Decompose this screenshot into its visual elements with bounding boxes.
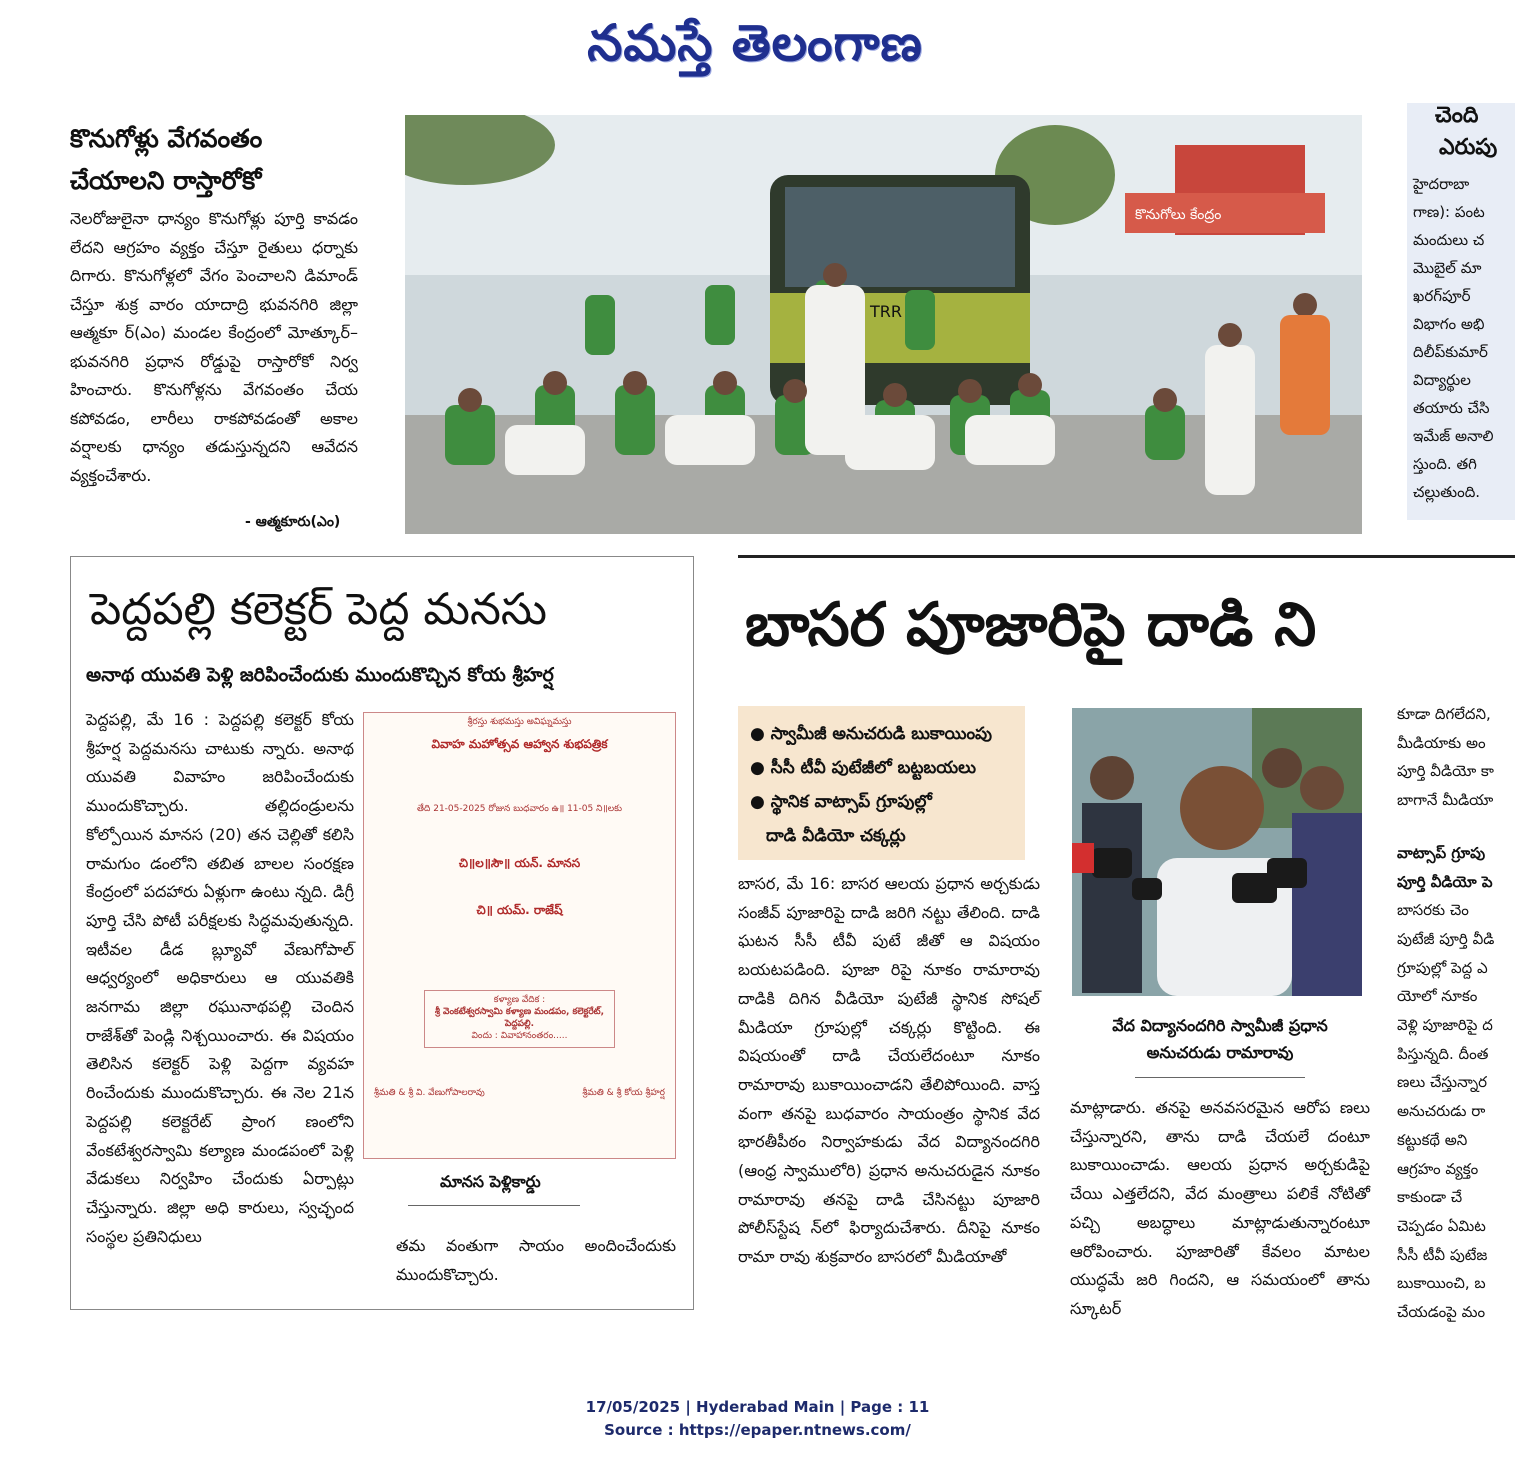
col3-line: కాకుండా చే (1397, 1188, 1463, 1207)
col3-line: ణలు చేస్తున్నార (1397, 1073, 1488, 1092)
col3-line: వెళ్లి పూజారిపై ద (1397, 1016, 1493, 1035)
card-date-line: తేది 21-05-2025 రోజున బుధవారం ఉ॥ 11-05 ని॥లకు (417, 804, 622, 814)
story1-credit: - ఆత్మకూరు(ఎం) (245, 514, 341, 530)
bullet-dot-icon: ● (750, 724, 771, 744)
story1-headline-line1: కొనుగోళ్లు వేగవంతం (70, 124, 263, 153)
col3-line: కట్టుకథే అని (1397, 1130, 1468, 1149)
card-lunch: విందు : వివాహానంతరం..... (471, 1031, 568, 1041)
col3-gap (1397, 815, 1515, 839)
side-story-line: ఇమేజ్ అనాలి (1413, 427, 1494, 445)
side-story-line: విభాగం అభి (1413, 315, 1485, 333)
col3-subhead: పూర్తి వీడియో పె (1397, 872, 1493, 891)
card-venue-label: కళ్యాణ వేదిక : (493, 995, 546, 1005)
side-story-line: మందులు చ (1413, 231, 1485, 249)
section-rule (738, 555, 1515, 558)
side-story-line: స్తుంది. తగి (1413, 455, 1477, 473)
card-bride: చి॥ల॥సౌ॥ యన్. మానస (458, 856, 581, 870)
protest-photo (405, 115, 1362, 534)
side-story-line: ఖరగ్‌పూర్ (1413, 287, 1471, 305)
story2-column2-tail: తమ వంతుగా సాయం అందించేందుకు ముందుకొచ్చారు. (396, 1236, 676, 1284)
story1-body: నెలరోజులైనా ధాన్యం కొనుగోళ్లు పూర్తి కావడం లేదని ఆగ్రహం వ్యక్తం చేస్తూ రైతులు ధర్నాకు దిగారు. కొనుగోళ్లలో వేగం పెంచాలని డిమాండ్ చేస్తూ శుక్ర వారం యాదాద్రి భువనగిరి జిల్లా ఆత్మకూ ర్(ఎం) మండల కేంద్రంలో మోత్కూర్– భువనగిరి ప్రధాన రోడ్డుపై రాస్తారోకో నిర్వ హించారు. కొనుగోళ్లను వేగవంతం చేయ కపోవడం, లారీలు రాకపోవడంతో అకాల వర్షాలకు ధాన్యం తడుస్తున్నదని ఆవేదన వ్యక్తంచేశారు. (70, 209, 358, 485)
col3-line: ఆగ్రహం వ్యక్తం (1397, 1159, 1479, 1178)
bullet-dot-icon: ● (750, 758, 771, 778)
card-host-right: శ్రీమతి & శ్రీ కోయ శ్రీహర్ష (582, 1088, 665, 1098)
side-story-line: హైదరాబా (1413, 175, 1470, 193)
col3-line: కూడా దిగలేదని, (1397, 705, 1491, 723)
caption-rule (1135, 1077, 1305, 1078)
card-venue: శ్రీ వెంకటేశ్వరస్వామి కళ్యాణ మండపం, కలెక్టరేట్, పెద్దపల్లి. (434, 1007, 605, 1029)
side-story-box (1407, 103, 1515, 520)
col3-line: బుకాయించి, బ (1397, 1274, 1486, 1293)
card-host-left: శ్రీమతి & శ్రీ వి. వేణుగోపాలరావు (374, 1088, 485, 1098)
col3-line: చేయడంపై మం (1397, 1303, 1486, 1322)
side-story-line: గాణ): పంట (1413, 203, 1485, 221)
story2-column1: పెద్దపల్లి, మే 16 : పెద్దపల్లి కలెక్టర్ కోయ శ్రీహర్ష పెద్దమనసు చాటుకు న్నారు. అనాథ యువతి వివాహం జరిపించేందుకు ముందుకొచ్చారు. తల్లిదండ్రులను కోల్పోయిన మానస (20) తన చెల్లితో కలిసి రామగుం డంలోని తబిత బాలల సంరక్షణ కేంద్రంలో పదహారు ఏళ్లుగా ఉంటు న్నది. డిగ్రీ పూర్తి చేసి పోటీ పరీక్షలకు సిద్ధమవుతున్నది. ఇటీవల డీడ బ్ల్యూవో వేణుగోపాల్ ఆధ్వర్యంలో అధికారులు ఆ యువతికి జనగామ జిల్లా రఘునాథపల్లి చెందిన రాజేశ్‌తో పెండ్లి నిశ్చయించారు. ఈ విషయం తెలిసిన కలెక్టర్ పెళ్లి పెద్దగా వ్యవహ రించేందుకు ముందుకొచ్చారు. ఈ నెల 21న పెద్దపల్లి కలెక్టరేట్ ప్రాంగ ణంలోని వేంకటేశ్వరస్వామి కల్యాణ మండపంలో పెళ్లి వేడుకలు నిర్వహిం చేందుకు ఏర్పాట్లు చేస్తున్నారు. జిల్లా అధి కారులు, స్వచ్ఛంద సంస్థల ప్రతినిధులు (86, 710, 354, 1246)
story1-headline-line2: చేయాలని రాస్తారోకో (70, 166, 262, 195)
col3-line: మీడియాకు అం (1397, 733, 1486, 752)
story3-column2: మాట్లాడారు. తనపై అనవసరమైన ఆరోప ణలు చేస్తున్నారని, తాను దాడి చేయలే దంటూ బుకాయించాడు. ఆలయ ప్రధాన అర్చకుడిపై చేయి ఎత్తలేదని, వేద మంత్రాలు పలికే నోటితో పచ్చి అబద్ధాలు మాట్లాడుతున్నారంటూ ఆరోపించారు. పూజారితో కేవలం మాటల యుద్ధమే జరి గిందని, ఆ సమయంలో తాను స్కూటర్ (1070, 1098, 1370, 1318)
wedding-card-caption: మానస పెళ్లికార్డు (440, 1172, 541, 1191)
col3-line: పూర్తి వీడియో కా (1397, 762, 1494, 781)
col3-subhead: వాట్సాప్ గ్రూపు (1397, 843, 1486, 862)
story3-highlights-box (738, 706, 1025, 860)
col3-line: గ్రూపుల్లో పెద్ద ఎ (1397, 958, 1488, 977)
col3-line: చెప్పడం ఏమిట (1397, 1216, 1486, 1235)
col3-line: బాసరకు చెం (1397, 901, 1469, 920)
footer-source-link[interactable]: Source : https://epaper.ntnews.com/ (604, 1421, 911, 1439)
ramarao-photo-caption: వేద విద్యానందగిరి స్వామీజీ ప్రధాన అనుచరుడు రామారావు (1112, 1016, 1328, 1062)
caption-rule (408, 1205, 580, 1206)
ramarao-photo (1072, 708, 1362, 996)
col3-line: పుటేజీ పూర్తి వీడి (1397, 929, 1495, 948)
highlight-bullet: ● సీసీ టీవీ పుటేజీలో బట్టబయలు (750, 758, 977, 778)
side-story-head-line2: ఎరుపు (1439, 135, 1498, 160)
story1-headline (70, 118, 370, 202)
wedding-card-image (363, 712, 676, 1159)
side-story-head-line1: చెంది (1435, 103, 1479, 128)
col3-line: బాగానే మీడియా (1397, 791, 1494, 810)
bullet-dot-icon: ● (750, 792, 771, 812)
col3-line: పిస్తున్నది. దీంత (1397, 1044, 1489, 1063)
card-top-line: శ్రీరస్తు శుభమస్తు అవిఘ్నమస్తు (467, 717, 572, 727)
col3-line: యోలో నూకం (1397, 987, 1478, 1006)
side-story-line: దిలీప్‌కుమార్ (1413, 343, 1488, 361)
side-story-line: విద్యార్థుల (1413, 371, 1471, 389)
story3-headline: బాసర పూజారిపై దాడి ని (745, 590, 1317, 660)
side-story-line: తయారు చేసి (1413, 399, 1490, 417)
highlight-bullet-cont: దాడి వీడియో చక్కర్లు (766, 826, 906, 846)
footer-date-edition: 17/05/2025 | Hyderabad Main | Page : 11 (585, 1398, 930, 1416)
bus-plate-text: TRR (870, 302, 903, 321)
card-groom: చి॥ యమ్. రాజేష్ (476, 903, 563, 917)
photo-banner-text: కొనుగోలు కేంద్రం (1135, 207, 1222, 223)
story2-subhead: అనాథ యువతి పెళ్లి జరిపించేందుకు ముందుకొచ్చిన కోయ శ్రీహర్ష (86, 664, 554, 686)
story2-headline: పెద్దపల్లి కలెక్టర్ పెద్ద మనసు (90, 584, 547, 635)
side-story-line: చల్లుతుంది. (1413, 483, 1481, 501)
card-title: వివాహ మహోత్సవ ఆహ్వాన శుభపత్రిక (431, 737, 608, 751)
highlight-bullet: ● స్థానిక వాట్సాప్ గ్రూపుల్లో (750, 792, 932, 812)
col3-line: అనుచరుడు రా (1397, 1102, 1486, 1121)
masthead-logo: నమస్తే తెలంగాణ (587, 13, 923, 72)
side-story-line: మొబైల్ మా (1413, 259, 1482, 277)
story3-column1: బాసర, మే 16: బాసర ఆలయ ప్రధాన అర్చకుడు సంజీవ్ పూజారిపై దాడి జరిగి నట్టు తేలింది. దాడి ఘటన సీసీ టీవీ పుటే జీతో ఆ విషయం బయటపడింది. పూజా రిపై నూకం రామారావు దాడికి దిగిన వీడియో పుటేజీ స్థానిక సోషల్ మీడియా గ్రూపుల్లో చక్కర్లు కొట్టింది. ఈ విషయంతో దాడి చేయలేదంటూ నూకం రామారావు బుకాయించాడని తేలిపోయింది. వాస్త వంగా తనపై బుధవారం సాయంత్రం స్థానిక వేద భారతీపీఠం నిర్వాహకుడు వేద విద్యానందగిరి (ఆంధ్ర స్వాములోరి) ప్రధాన అనుచరుడైన నూకం రామారావు తనపై దాడి చేసినట్టు పూజారి పోలీస్‌స్టేష న్‌లో ఫిర్యాదుచేశారు. దీనిపై నూకం రామా రావు శుక్రవారం బాసరలో మీడియాతో (738, 874, 1040, 1267)
story3-column3 (1397, 700, 1515, 1327)
col3-line: సీసీ టీవీ పుటేజ (1397, 1245, 1488, 1264)
highlight-bullet: ● స్వామీజీ అనుచరుడి బుకాయింపు (750, 724, 993, 744)
